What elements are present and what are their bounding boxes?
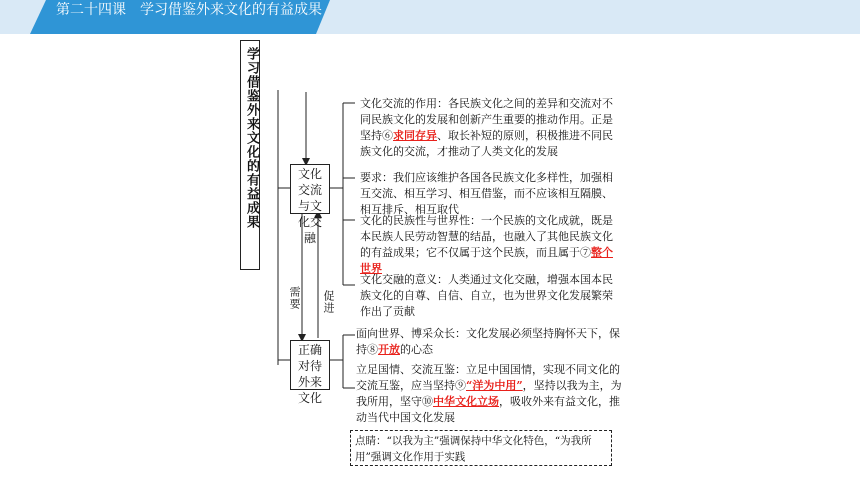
exchange-node (290, 164, 330, 245)
root-node (240, 40, 260, 270)
correct-item-foreign: 立足国情、交流互鉴：立足中国国情，实现不同文化的交流互鉴，应当坚持⑨“洋为中用”，坚持以我为主，为我所用，坚守⑩中华文化立场，吸收外来有益文化，推动当代中国文化发展 (356, 363, 622, 424)
correct-node-label: 正确对待外来文化 (297, 343, 322, 405)
exchange-node-label: 文化交流与文化交融 (297, 167, 322, 245)
exchange-item-national-world: 文化的民族性与世界性：一个民族的文化成就，既是本民族人民劳动智慧的结晶，也融入了其他民族文化的有益成果；它不仅属于这个民族，而且属于⑦整个世界 (360, 214, 613, 275)
exchange-item-role: 文化交流的作用：各民族文化之间的差异和交流对不同民族文化的发展和创新产生重要的推动作用。正是坚持⑥求同存异、取长补短的原则，积极推进不同民族文化的交流，才推动了人类文化的发展 (360, 97, 613, 158)
answer-blank: 开放 (378, 343, 400, 356)
answer-blank: “洋为中用” (466, 379, 523, 392)
answer-blank: 整个世界 (360, 246, 613, 275)
exchange-item-requirement: 要求：我们应该维护各国各民族文化多样性，加强相互交流、相互学习、相互借鉴，而不应该相互隔膜、相互排斥、相互取代 (360, 171, 613, 216)
edge-label-need: 需要 (288, 286, 301, 310)
correct-node (290, 340, 330, 405)
note-text: 点睛：“以我为主”强调保持中华文化特色，“为我所用”强调文化作用于实践 (355, 435, 592, 463)
exchange-item-significance: 文化交融的意义：人类通过文化交融，增强本国本民族文化的自尊、自信、自立，也为世界文化发展繁荣作出了贡献 (360, 273, 613, 318)
correct-item-open: 面向世界、博采众长：文化发展必须坚持胸怀天下，保持⑧开放的心态 (356, 327, 620, 356)
answer-blank: 求同存异 (393, 129, 437, 142)
answer-blank: 中华文化立场 (433, 395, 499, 408)
edge-label-promote: 促进 (322, 290, 335, 314)
root-node-label: 学习借鉴外来文化的有益成果 (244, 47, 259, 229)
note-box (350, 430, 612, 466)
page-title: 第二十四课 学习借鉴外来文化的有益成果 (56, 2, 322, 18)
